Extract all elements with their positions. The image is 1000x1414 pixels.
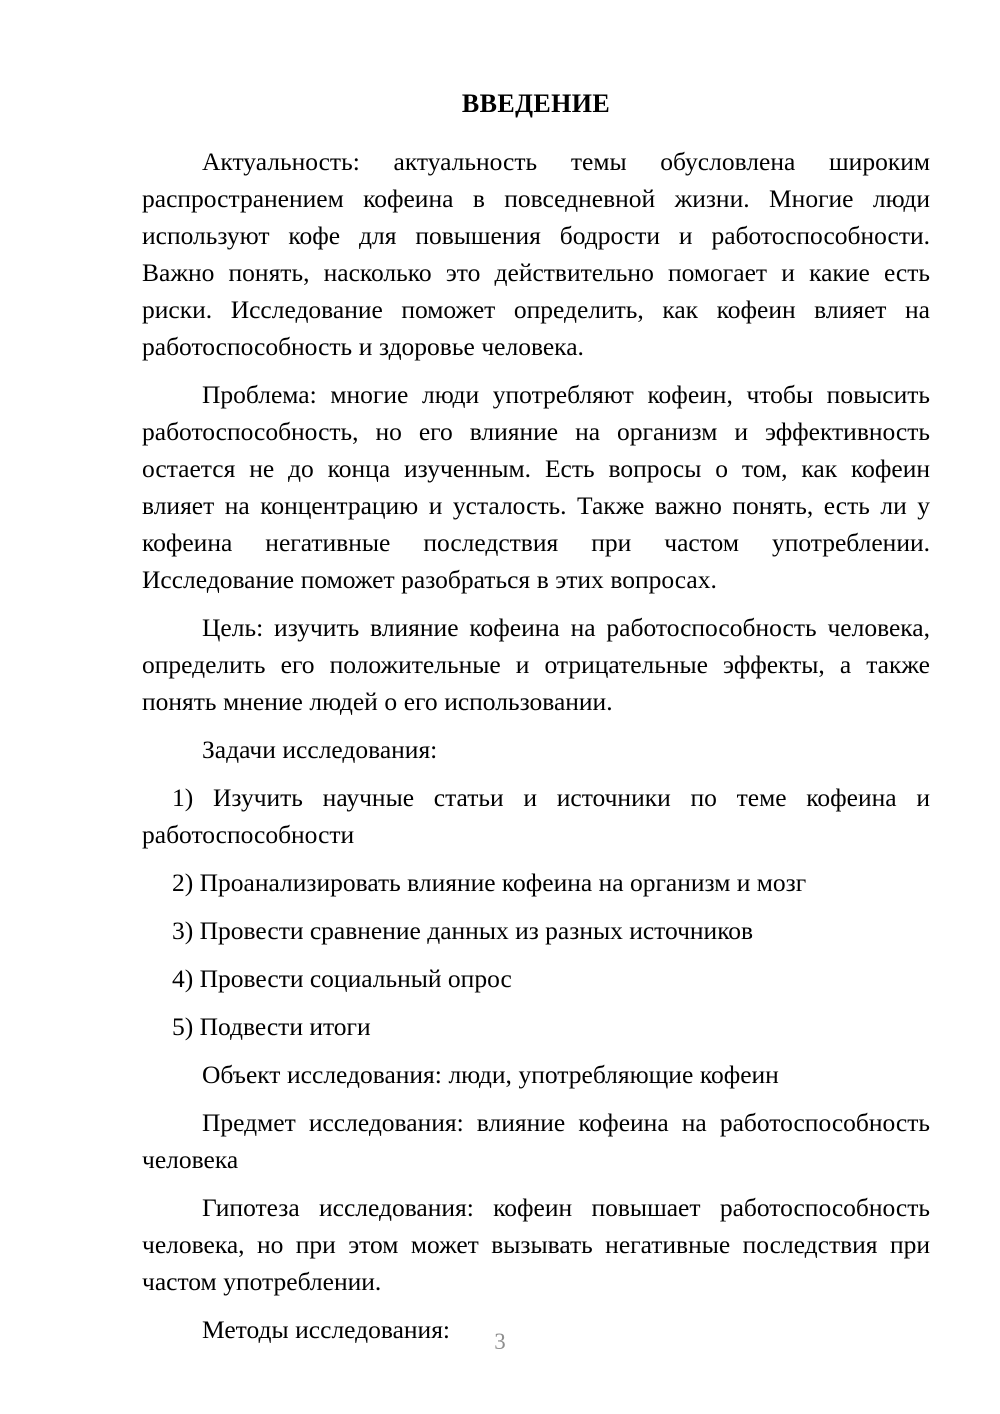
- list-item: 4) Провести социальный опрос: [172, 964, 512, 994]
- tasks-list: [142, 779, 930, 1045]
- paragraph-tasks-label: Задачи исследования:: [202, 735, 438, 765]
- list-item: 1) Изучить научные статьи и источники по теме кофеина и работоспособности: [142, 783, 930, 850]
- paragraph-object: Объект исследования: люди, употребляющие кофеин: [202, 1060, 779, 1090]
- page-number: 3: [494, 1329, 506, 1354]
- paragraph-hypothesis: Гипотеза исследования: кофеин повышает работоспособность человека, но при этом может вызывать негативные последствия при частом употреблении.: [142, 1193, 930, 1297]
- page-title: ВВЕДЕНИЕ: [461, 89, 611, 118]
- paragraph-subject: Предмет исследования: влияние кофеина на работоспособность человека: [142, 1108, 930, 1175]
- paragraph-goal: Цель: изучить влияние кофеина на работоспособность человека, определить его положительные и отрицательные эффекты, а также понять мнение людей о его использовании.: [142, 613, 930, 717]
- paragraph-problem: Проблема: многие люди употребляют кофеин, чтобы повысить работоспособность, но его влияние на организм и эффективность остается не до конца изученным. Есть вопросы о том, как кофеин влияет на концентрацию и усталость. Также важно понять, есть ли у кофеина негативные последствия при частом употреблении. Исследование поможет разобраться в этих вопросах.: [142, 380, 930, 595]
- list-item: 5) Подвести итоги: [172, 1012, 371, 1042]
- list-item: 3) Провести сравнение данных из разных источников: [172, 916, 754, 946]
- paragraph-methods-label: Методы исследования:: [202, 1315, 451, 1345]
- list-item: 2) Проанализировать влияние кофеина на организм и мозг: [172, 868, 807, 898]
- document-body: [142, 88, 930, 1359]
- paragraph-relevance: Актуальность: актуальность темы обусловлена широким распространением кофеина в повседневной жизни. Многие люди используют кофе для повышения бодрости и работоспособности. Важно понять, насколько это действительно помогает и какие есть риски. Исследование поможет определить, как кофеин влияет на работоспособность и здоровье человека.: [142, 147, 930, 362]
